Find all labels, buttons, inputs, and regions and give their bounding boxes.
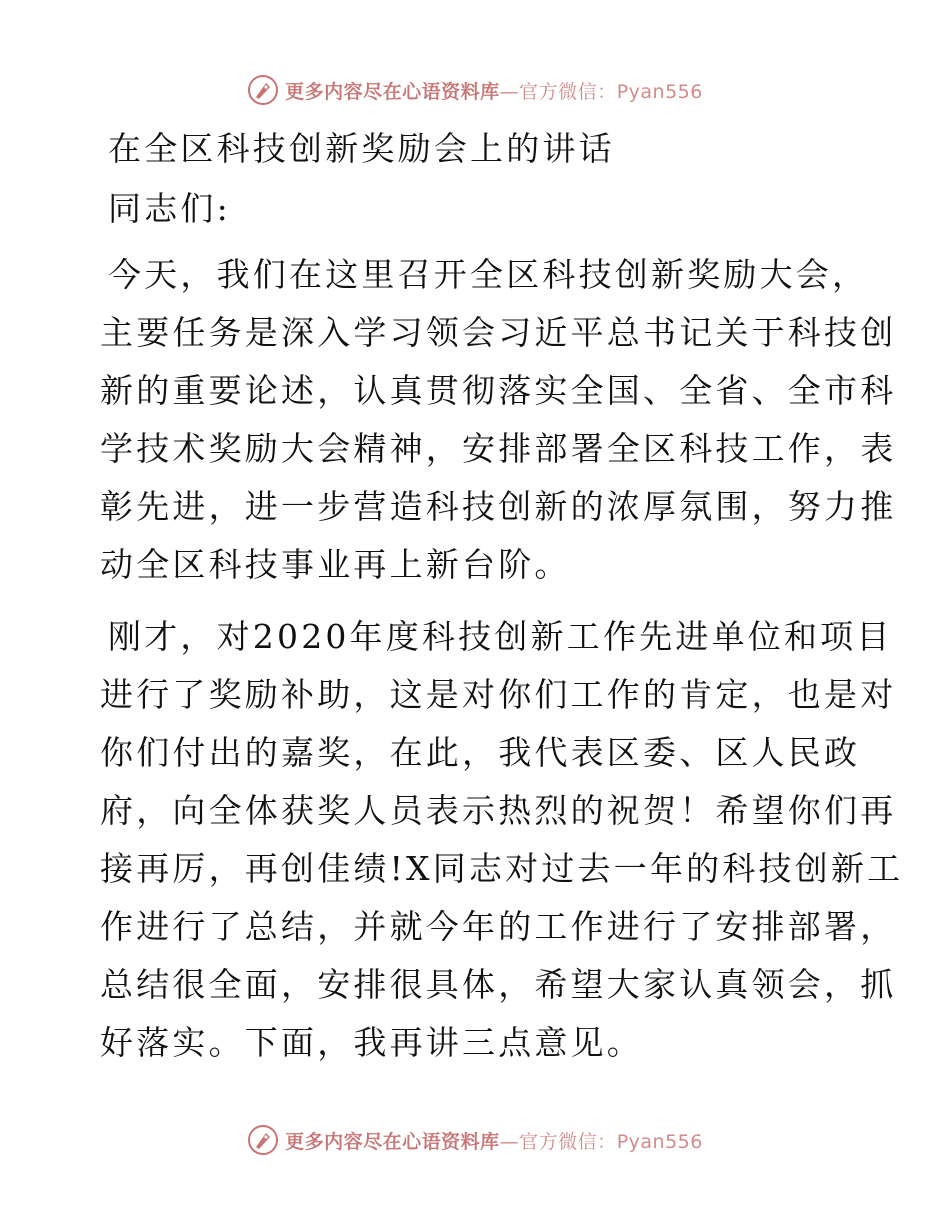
paragraph-line: 府，向全体获奖人员表示热烈的祝贺！希望你们再 <box>100 791 897 830</box>
document-title: 在全区科技创新奖励会上的讲话 <box>108 129 615 168</box>
paragraph-line: 总结很全面，安排很具体，希望大家认真领会，抓 <box>100 965 897 1004</box>
paragraph-1 <box>100 246 897 594</box>
paragraph-line: 好落实。下面，我再讲三点意见。 <box>100 1023 643 1062</box>
salutation: 同志们: <box>108 189 231 228</box>
paragraph-line: 你们付出的嘉奖，在此，我代表区委、区人民政 <box>100 733 861 772</box>
paragraph-line: 今天，我们在这里召开全区科技创新奖励大会， <box>108 255 869 294</box>
paragraph-line: 接再厉，再创佳绩!X同志对过去一年的科技创新工 <box>100 849 904 888</box>
paragraph-line: 刚才，对2020年度科技创新工作先进单位和项目 <box>108 617 893 656</box>
document-body <box>100 120 904 1086</box>
paragraph-line: 主要任务是深入学习领会习近平总书记关于科技创 <box>100 313 897 352</box>
header-watermark <box>0 70 950 110</box>
pen-nib-logo-icon <box>247 74 279 106</box>
paragraph-line: 彰先进，进一步营造科技创新的浓厚氛围，努力推 <box>100 487 897 526</box>
paragraph-line: 进行了奖励补助，这是对你们工作的肯定，也是对 <box>100 675 897 714</box>
paragraph-line: 新的重要论述，认真贯彻落实全国、全省、全市科 <box>100 371 897 410</box>
footer-watermark <box>0 1120 950 1160</box>
paragraph-line: 动全区科技事业再上新台阶。 <box>100 545 571 584</box>
watermark-text: 更多内容尽在心语资料库—官方微信：Pyan556 <box>285 80 703 103</box>
paragraph-line: 作进行了总结，并就今年的工作进行了安排部署， <box>100 907 897 946</box>
paragraph-2 <box>100 608 904 1072</box>
pen-nib-logo-icon <box>247 1124 279 1156</box>
watermark-text: 更多内容尽在心语资料库—官方微信：Pyan556 <box>285 1130 703 1153</box>
paragraph-line: 学技术奖励大会精神，安排部署全区科技工作，表 <box>100 429 897 468</box>
